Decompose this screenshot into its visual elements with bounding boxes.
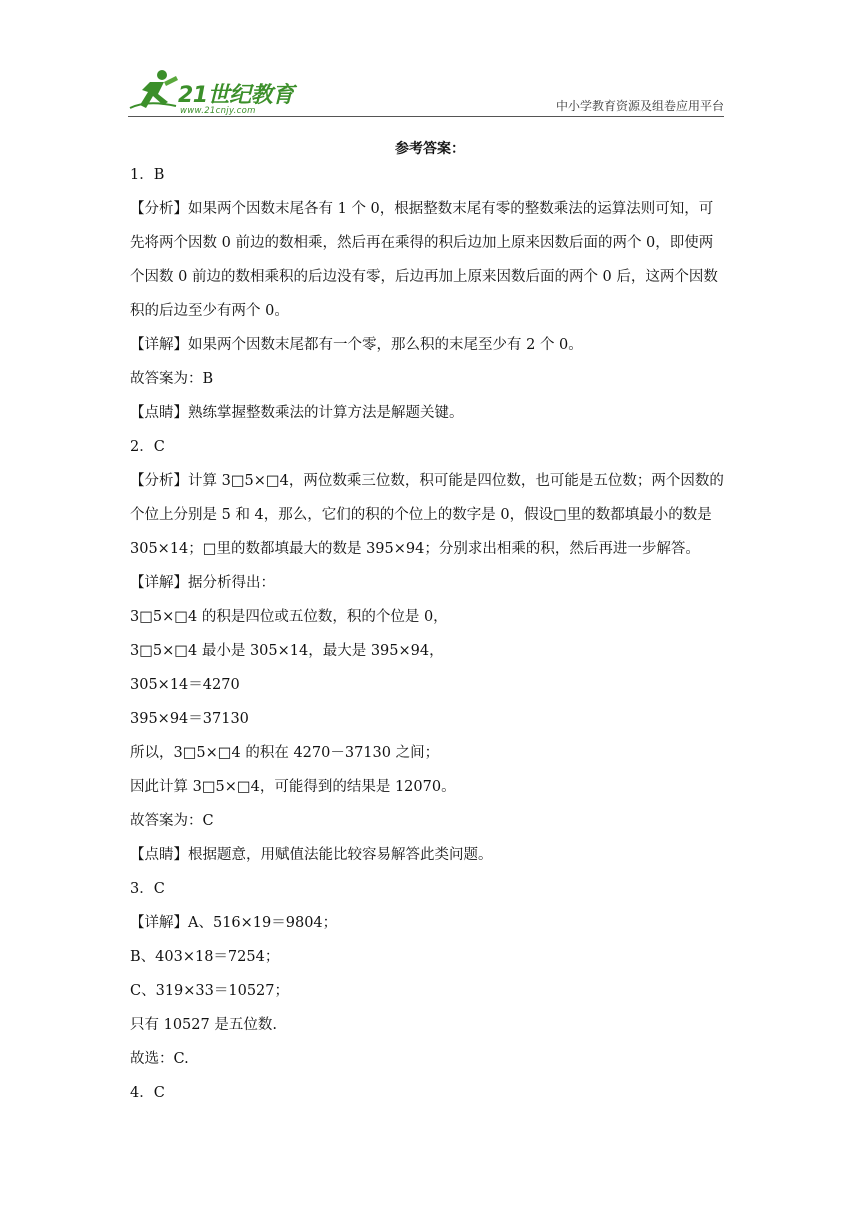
text-line: 故答案为：B [130,371,214,387]
text-line: 【详解】A、516×19＝9804； [130,915,338,931]
text-line: 所以，3□5×□4 的积在 4270－37130 之间； [130,745,440,761]
text-line: 个位上分别是 5 和 4，那么，它们的积的个位上的数字是 0，假设□里的数都填最小的数是 [130,507,712,523]
text-line: 305×14＝4270 [130,677,240,693]
answer-title: 参考答案： [395,141,465,157]
text-line: 【点睛】根据题意，用赋值法能比较容易解答此类问题。 [130,847,493,863]
text-line: 积的后边至少有两个 0。 [130,303,289,319]
text-line: 故选：C. [130,1051,189,1067]
logo-url: www.21cnjy.com [180,106,256,116]
text-line: 【分析】计算 3□5×□4，两位数乘三位数，积可能是四位数，也可能是五位数；两个因数的 [130,473,724,489]
page-header [128,62,724,116]
text-line: 3□5×□4 最小是 305×14，最大是 395×94， [130,643,444,659]
text-line: 只有 10527 是五位数. [130,1017,277,1033]
header-divider [128,116,724,117]
text-line: 3．C [130,881,165,897]
text-line: 故答案为：C [130,813,214,829]
text-line: 因此计算 3□5×□4，可能得到的结果是 12070。 [130,779,456,795]
logo-text: 21世纪教育 [178,83,294,108]
text-line: B、403×18＝7254； [130,949,280,965]
text-line: 395×94＝37130 [130,711,249,727]
text-line: 【分析】如果两个因数末尾各有 1 个 0，根据整数末尾有零的整数乘法的运算法则可知，可 [130,201,714,217]
text-line: 305×14；□里的数都填最大的数是 395×94；分别求出相乘的积，然后再进一步解答。 [130,541,700,557]
text-line: 3□5×□4 的积是四位或五位数，积的个位是 0， [130,609,448,625]
text-line: 2．C [130,439,165,455]
platform-name: 中小学教育资源及组卷应用平台 [555,99,724,113]
runner-logo-icon [128,68,182,114]
text-line: 4．C [130,1085,165,1101]
text-line: 先将两个因数 0 前边的数相乘，然后再在乘得的积后边加上原来因数后面的两个 0，即使两 [130,235,714,251]
site-logo [128,68,298,114]
text-line: 个因数 0 前边的数相乘积的后边没有零，后边再加上原来因数后面的两个 0 后，这两个因数 [130,269,718,285]
text-line: 【详解】如果两个因数末尾都有一个零，那么积的末尾至少有 2 个 0。 [130,337,583,353]
text-line: 【详解】据分析得出： [130,575,275,591]
text-line: 1．B [130,167,165,183]
text-line: 【点睛】熟练掌握整数乘法的计算方法是解题关键。 [130,405,464,421]
text-line: C、319×33＝10527； [130,983,289,999]
